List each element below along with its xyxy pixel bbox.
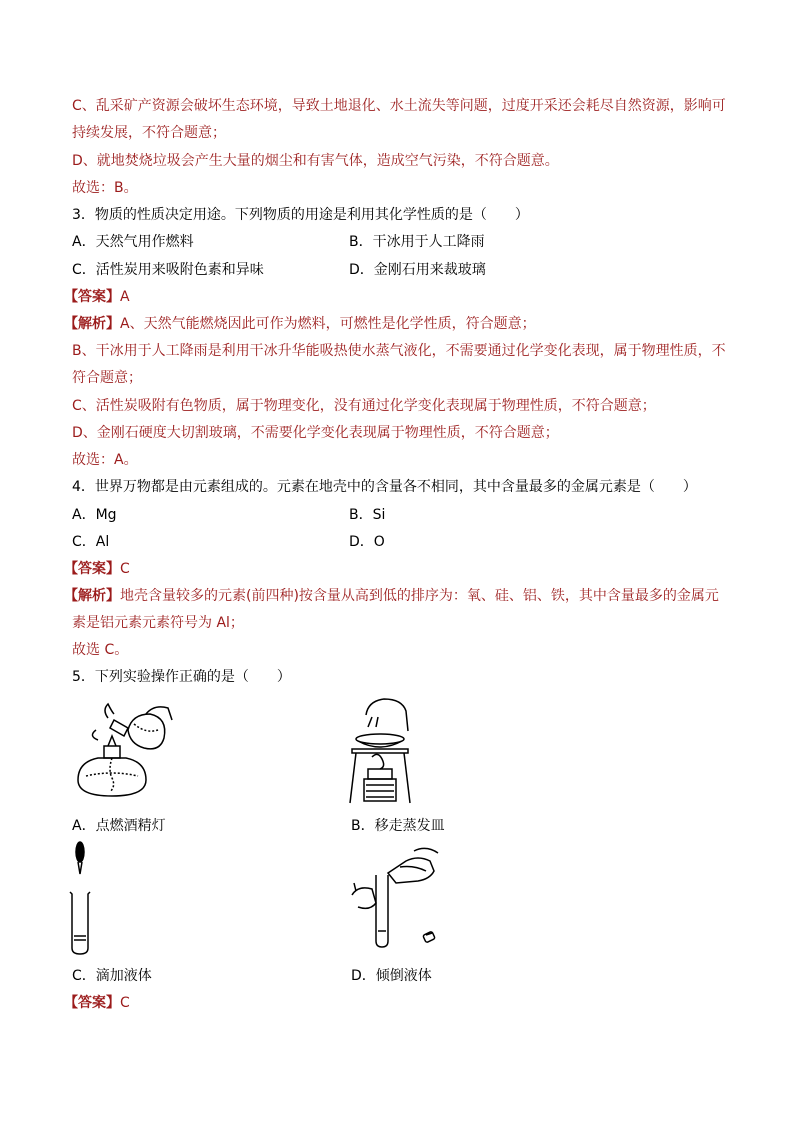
answer-value: C [120,561,130,577]
q3-analysis-d: D、金刚石硬度大切割玻璃，不需要化学变化表现属于物理性质，不符合题意； [72,425,559,441]
q4-option-a: A．Mg [72,507,117,523]
analysis-tag: 【解析】 [64,316,120,332]
q5-caption-b: B．移走蒸发皿 [351,818,445,834]
figure-move-evaporating-dish [346,695,418,807]
q4-option-b: B．Si [349,507,386,523]
q3-choose: 故选：A。 [72,452,138,468]
q3-answer [64,287,130,307]
q5-caption-a: A．点燃酒精灯 [72,818,166,834]
q5-stem: 5．下列实验操作正确的是（ ） [72,669,291,685]
figure-drop-liquid [66,840,98,956]
q4-answer [64,559,130,579]
analysis-text: 地壳含量较多的元素(前四种)按含量从高到低的排序为：氧、硅、铝、铁，其中含量最多的金属元 [120,588,719,604]
q3-option-c: C．活性炭用来吸附色素和异味 [72,262,264,278]
answer-tag: 【答案】 [64,995,120,1011]
q3-analysis-a [64,314,536,334]
figure-light-alcohol-lamp [68,700,178,805]
q5-answer [64,993,130,1013]
q3-option-d: D．金刚石用来裁玻璃 [349,262,486,278]
answer-tag: 【答案】 [64,289,120,305]
q4-stem: 4．世界万物都是由元素组成的。元素在地壳中的含量各不相同，其中含量最多的金属元素是（ ） [72,479,697,495]
q3-option-a: A．天然气用作燃料 [72,234,194,250]
answer-value: C [120,995,130,1011]
answer-value: A [120,289,130,305]
prev-analysis-c-line1: C、乱采矿产资源会破坏生态环境，导致土地退化、水土流失等问题，过度开采还会耗尽自然资源，影响可 [72,98,726,114]
q3-option-b: B．干冰用于人工降雨 [349,234,485,250]
q4-analysis-line1 [64,586,719,606]
q5-caption-d: D．倾倒液体 [351,968,432,984]
q3-analysis-c: C、活性炭吸附有色物质，属于物理变化，没有通过化学变化表现属于物理性质，不符合题意； [72,398,656,414]
q5-caption-c: C．滴加液体 [72,968,152,984]
prev-analysis-c-line2: 持续发展，不符合题意； [72,125,226,141]
q4-option-d: D．O [349,534,385,550]
prev-choose: 故选：B。 [72,180,138,196]
q4-analysis-line2: 素是铝元素元素符号为 Al； [72,615,244,631]
q4-choose: 故选 C。 [72,642,129,658]
analysis-tag: 【解析】 [64,588,120,604]
prev-analysis-d: D、就地焚烧垃圾会产生大量的烟尘和有害气体，造成空气污染，不符合题意。 [72,153,559,169]
q3-stem: 3．物质的性质决定用途。下列物质的用途是利用其化学性质的是（ ） [72,207,529,223]
q4-option-c: C．Al [72,534,110,550]
analysis-text: A、天然气能燃烧因此可作为燃料，可燃性是化学性质，符合题意； [120,316,536,332]
q3-analysis-b-line2: 符合题意； [72,370,142,386]
q3-analysis-b-line1: B、干冰用于人工降雨是利用干冰升华能吸热使水蒸气液化，不需要通过化学变化表现，属于物理性质，不 [72,343,726,359]
figure-pour-liquid [348,845,444,953]
answer-tag: 【答案】 [64,561,120,577]
